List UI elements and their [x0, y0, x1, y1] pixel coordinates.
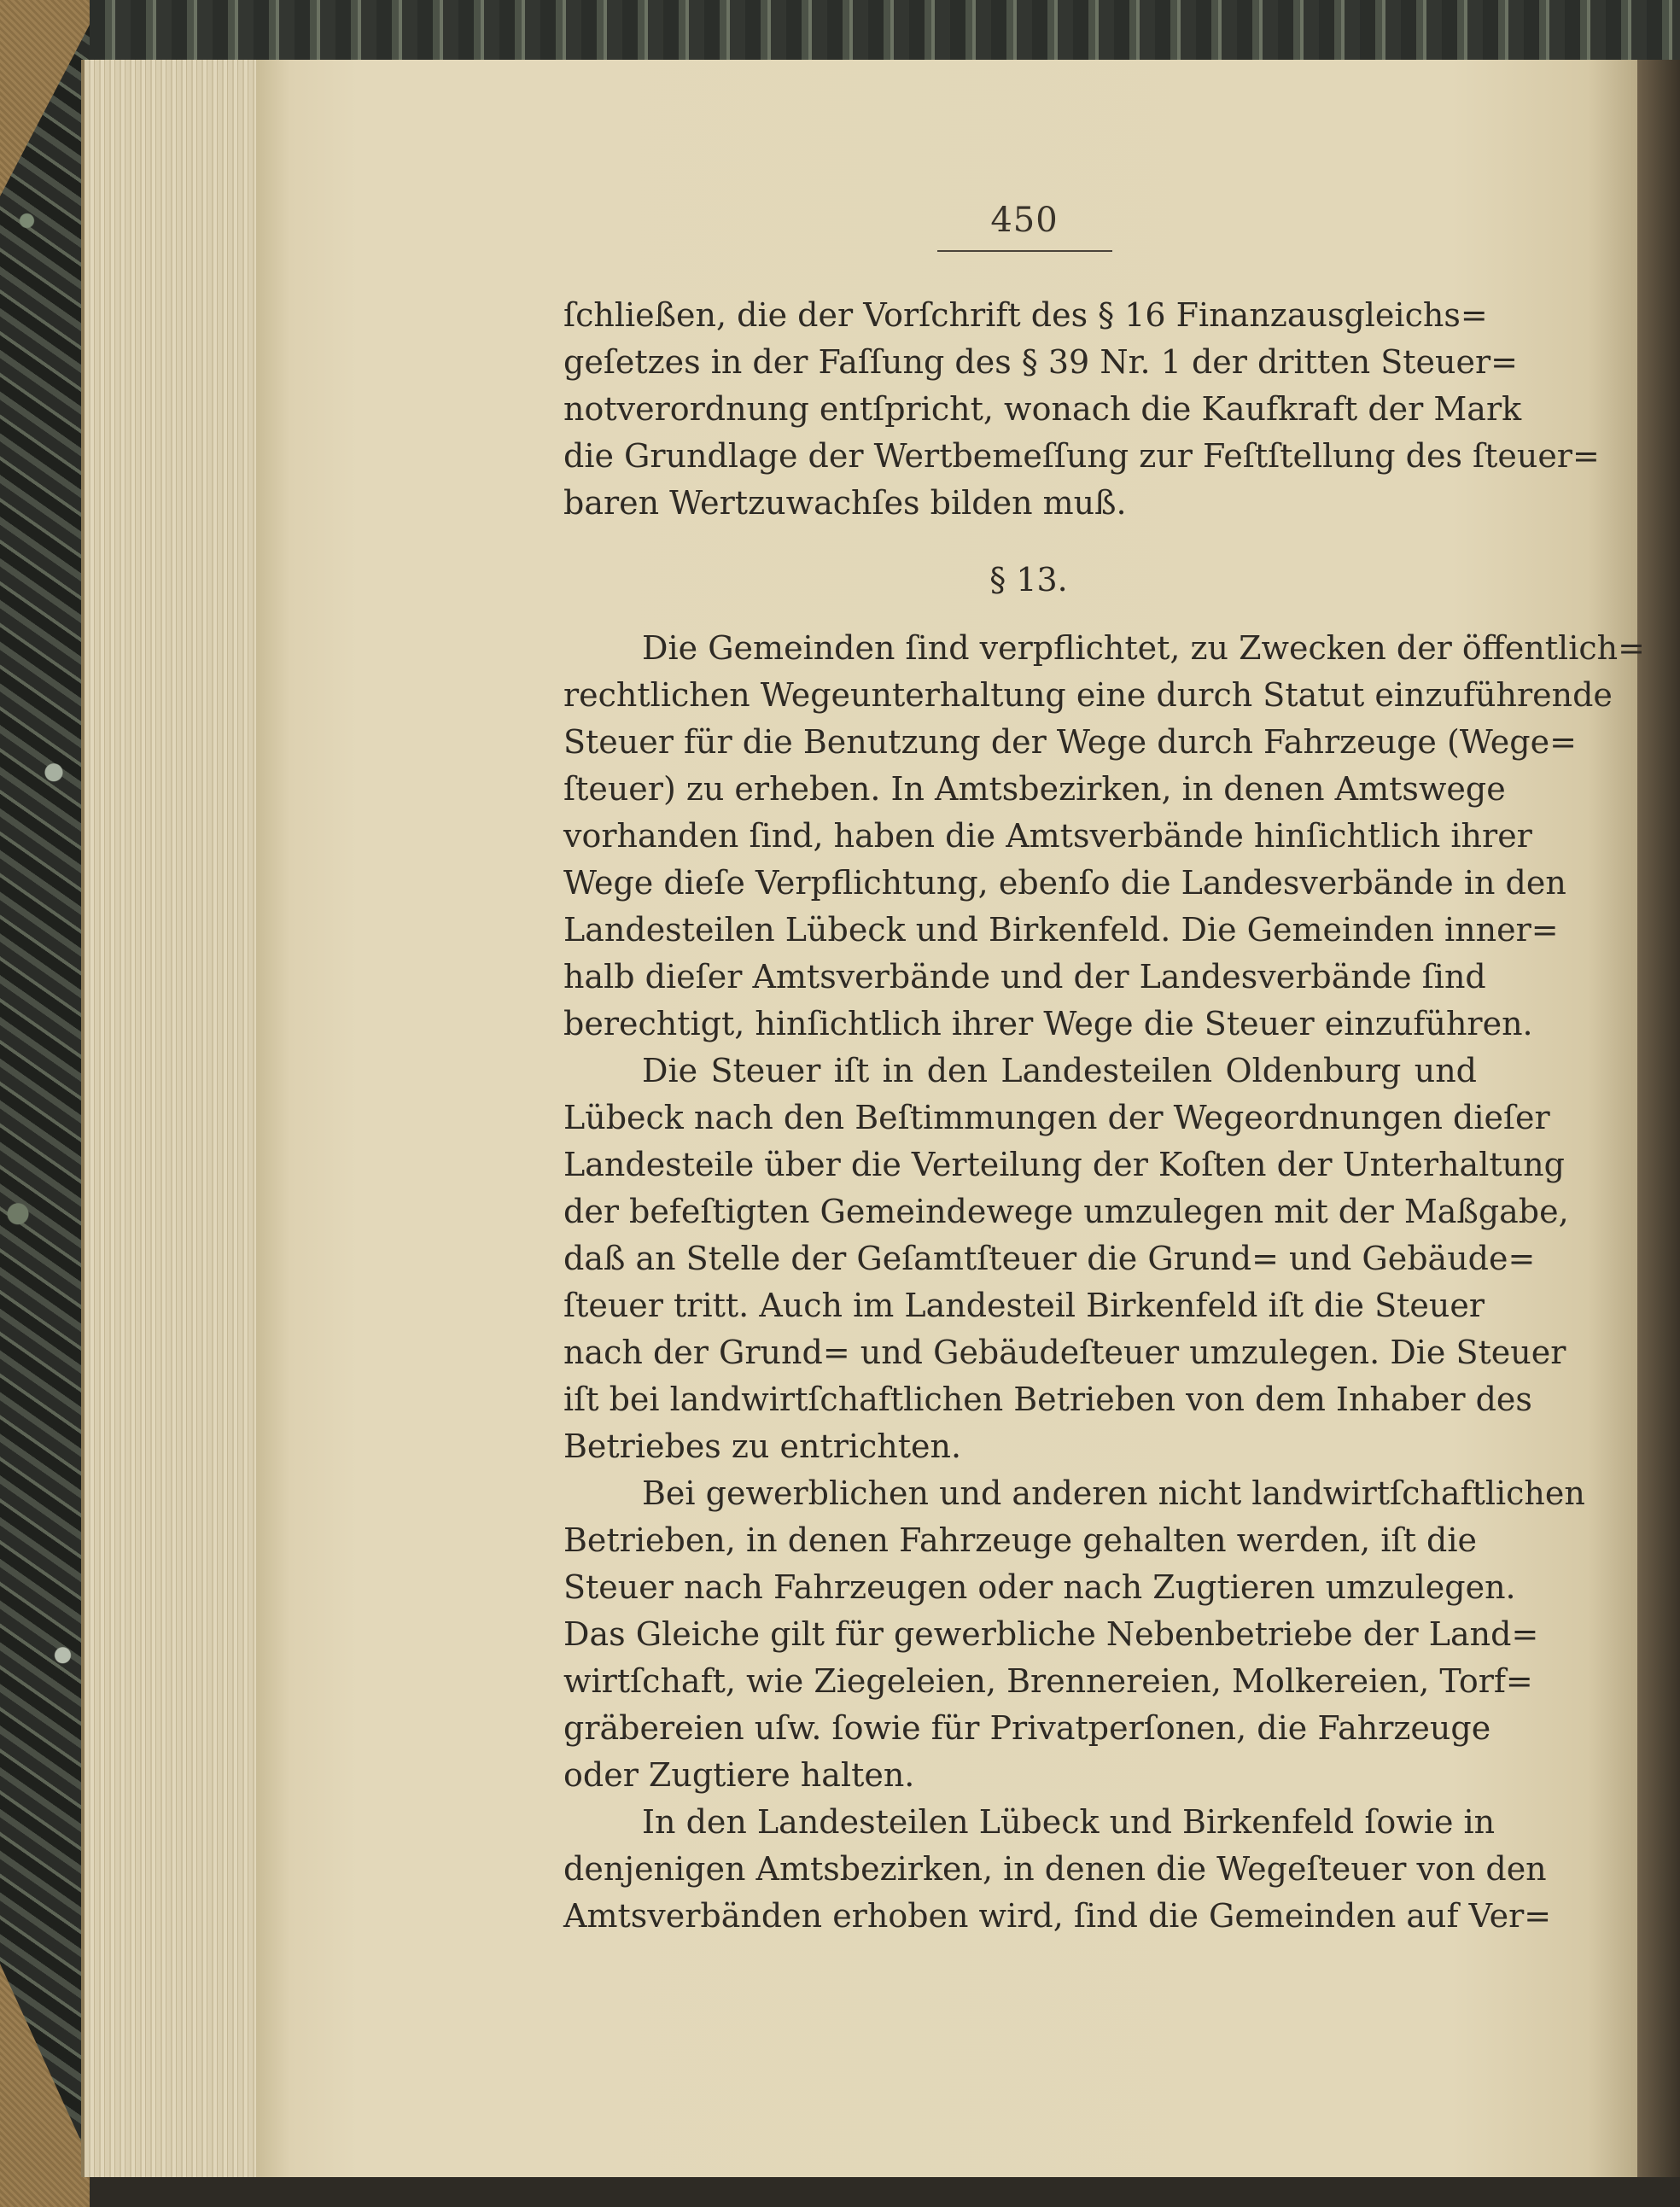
text-line: Landesteile über die Verteilung der Koſten der Unterhaltung [563, 1146, 1565, 1183]
text-line: Steuer für die Benutzung der Wege durch Fahrzeuge (Wege= [563, 723, 1577, 761]
text-line: Betriebes zu entrichten. [563, 1428, 962, 1465]
text-line: gräbereien uſw. ſowie für Privatperſonen, die Fahrzeuge [563, 1709, 1491, 1747]
text-line: halb dieſer Amtsverbände und der Landesverbände ſind [563, 958, 1486, 995]
text-line: ſteuer) zu erheben. In Amtsbezirken, in denen Amtswege [563, 770, 1506, 808]
text-line: geſetzes in der Faſſung des § 39 Nr. 1 der dritten Steuer= [563, 343, 1519, 381]
text-line: denjenigen Amtsbezirken, in denen die Wegeſteuer von den [563, 1850, 1547, 1888]
text-line: Wege dieſe Verpflichtung, ebenſo die Landesverbände in den [563, 864, 1566, 902]
text-line: notverordnung entſpricht, wonach die Kaufkraft der Mark [563, 390, 1522, 428]
page-number: 450 [990, 201, 1059, 240]
text-line: Betrieben, in denen Fahrzeuge gehalten werden, iſt die [563, 1521, 1477, 1559]
text-line: daß an Stelle der Geſamtſteuer die Grund= und Gebäude= [563, 1240, 1536, 1277]
text-line: ſteuer tritt. Auch im Landesteil Birkenfeld iſt die Steuer [563, 1287, 1485, 1324]
text-line: Bei gewerblichen und anderen nicht landwirtſchaftlichen [642, 1474, 1585, 1512]
text-line: ſchließen, die der Vorſchrift des § 16 Finanzausgleichs= [563, 296, 1488, 334]
text-line: iſt bei landwirtſchaftlichen Betrieben von dem Inhaber des [563, 1381, 1532, 1418]
text-line: nach der Grund= und Gebäudeſteuer umzulegen. Die Steuer [563, 1334, 1566, 1371]
text-line: Landesteilen Lübeck und Birkenfeld. Die Gemeinden inner= [563, 911, 1559, 949]
text-line: berechtigt, hinſichtlich ihrer Wege die Steuer einzuführen. [563, 1005, 1533, 1042]
text-line: Amtsverbänden erhoben wird, ſind die Gemeinden auf Ver= [563, 1897, 1552, 1935]
text-line: oder Zugtiere halten. [563, 1756, 915, 1794]
text-line: In den Landesteilen Lübeck und Birkenfeld ſowie in [642, 1803, 1496, 1841]
text-line: Das Gleiche gilt für gewerbliche Nebenbetriebe der Land= [563, 1615, 1539, 1653]
text-line: die Grundlage der Wertbemeſſung zur Feſtſtellung des ſteuer= [563, 437, 1600, 475]
text-line: Lübeck nach den Beſtimmungen der Wegeordnungen dieſer [563, 1099, 1550, 1136]
text-line: baren Wertzuwachſes bilden muß. [563, 484, 1127, 522]
text-line: Die Steuer iſt in den Landesteilen Oldenburg und [642, 1052, 1477, 1089]
text-line: der befeſtigten Gemeindewege umzulegen mit der Maßgabe, [563, 1193, 1569, 1230]
text-line: Die Gemeinden ſind verpflichtet, zu Zwecken der öffentlich= [642, 629, 1645, 667]
text-line: Steuer nach Fahrzeugen oder nach Zugtieren umzulegen. [563, 1568, 1516, 1606]
text-line: vorhanden ſind, haben die Amtsverbände hinſichtlich ihrer [563, 817, 1532, 855]
text-line: rechtlichen Wegeunterhaltung eine durch Statut einzuführende [563, 676, 1613, 714]
text-line: wirtſchaft, wie Ziegeleien, Brennereien, Molkereien, Torf= [563, 1662, 1533, 1700]
section-heading: § 13. [989, 561, 1068, 598]
